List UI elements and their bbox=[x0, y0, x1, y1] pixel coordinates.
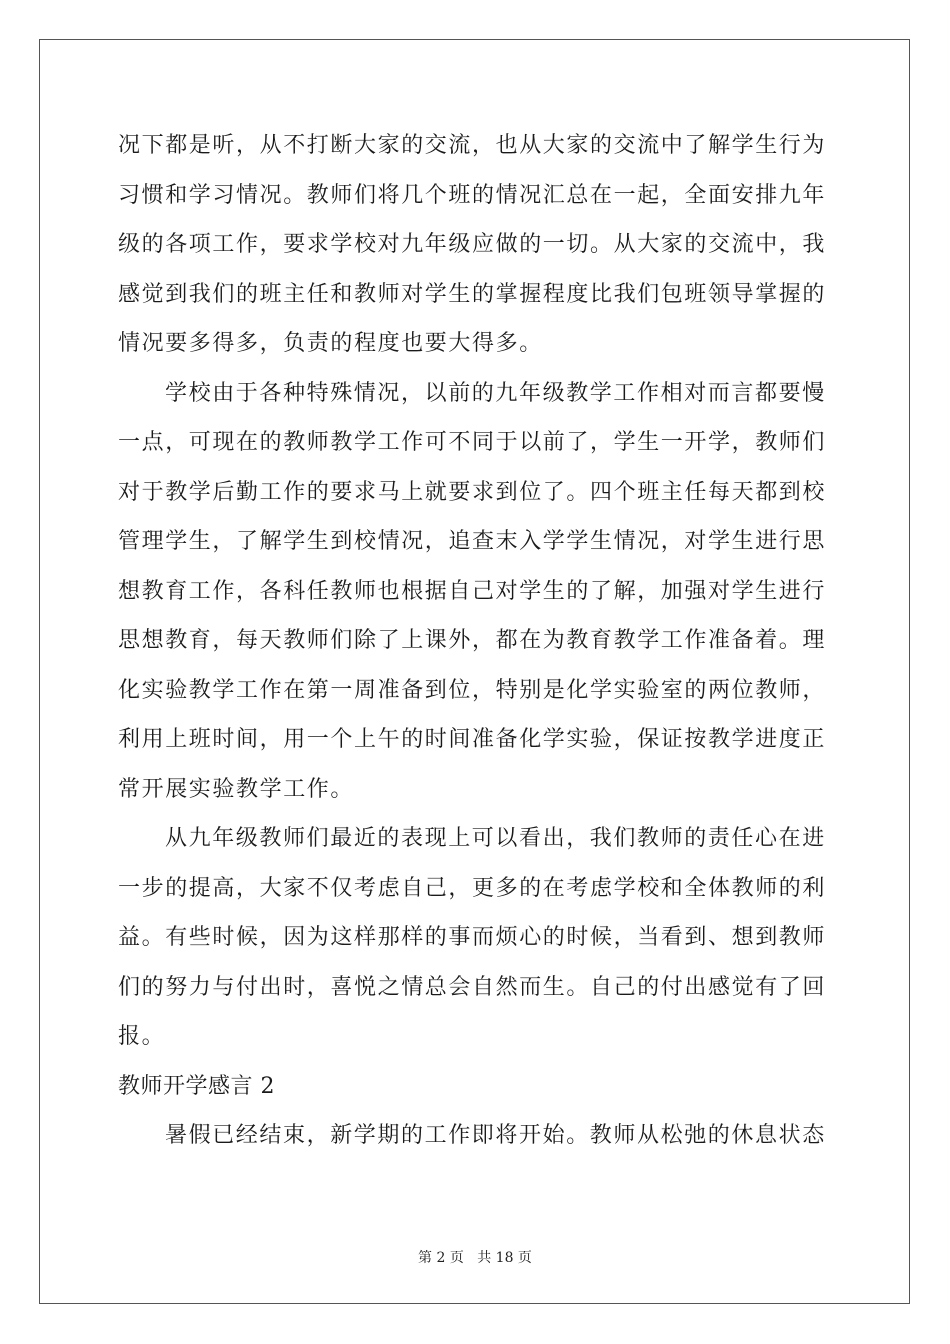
paragraph-line: 况下都是听，从不打断大家的交流，也从大家的交流中了解学生行为 bbox=[118, 133, 827, 158]
paragraph-line: 想教育工作，各科任教师也根据自己对学生的了解，加强对学生进行 bbox=[118, 578, 827, 604]
paragraph-line: 习惯和学习情况。教师们将几个班的情况汇总在一起，全面安排九年 bbox=[118, 182, 827, 208]
paragraph-line: 管理学生，了解学生到校情况，追查末入学学生情况，对学生进行思 bbox=[118, 529, 827, 554]
paragraph-line: 一点，可现在的教师教学工作可不同于以前了，学生一开学，教师们 bbox=[118, 430, 827, 455]
paragraph-line: 们的努力与付出时，喜悦之情总会自然而生。自己的付出感觉有了回 bbox=[118, 974, 827, 1000]
document-body bbox=[118, 121, 832, 1161]
paragraph-line: 级的各项工作，要求学校对九年级应做的一切。从大家的交流中，我 bbox=[118, 232, 827, 257]
paragraph-line: 报。 bbox=[118, 1024, 166, 1049]
paragraph-line: 化实验教学工作在第一周准备到位，特别是化学实验室的两位教师， bbox=[118, 677, 827, 703]
paragraph-line: 一步的提高，大家不仅考虑自己，更多的在考虑学校和全体教师的利 bbox=[118, 875, 827, 901]
section-heading: 教师开学感言 2 bbox=[118, 1073, 275, 1099]
page-number: 第 2 页 bbox=[418, 1250, 464, 1266]
paragraph-line: 学校由于各种特殊情况，以前的九年级教学工作相对而言都要慢 bbox=[165, 380, 826, 406]
paragraph-lines bbox=[118, 121, 832, 1062]
paragraph-line: 思想教育，每天教师们除了上课外，都在为教育教学工作准备着。理 bbox=[118, 628, 827, 653]
paragraph-line: 感觉到我们的班主任和教师对学生的掌握程度比我们包班领导掌握的 bbox=[118, 281, 827, 307]
paragraph-line: 利用上班时间，用一个上午的时间准备化学实验，保证按教学进度正 bbox=[118, 727, 827, 752]
paragraph-line: 暑假已经结束，新学期的工作即将开始。教师从松弛的休息状态 bbox=[165, 1123, 826, 1148]
paragraph-line: 益。有些时候，因为这样那样的事而烦心的时候，当看到、想到教师 bbox=[118, 925, 827, 950]
paragraph-line: 对于教学后勤工作的要求马上就要求到位了。四个班主任每天都到校 bbox=[118, 479, 827, 505]
paragraph-line: 情况要多得多，负责的程度也要大得多。 bbox=[118, 331, 543, 356]
paragraph-line: 常开展实验教学工作。 bbox=[118, 776, 355, 802]
page-total: 共 18 页 bbox=[477, 1250, 532, 1266]
paragraph-line: 从九年级教师们最近的表现上可以看出，我们教师的责任心在进 bbox=[165, 826, 826, 851]
page-footer bbox=[0, 1247, 950, 1267]
